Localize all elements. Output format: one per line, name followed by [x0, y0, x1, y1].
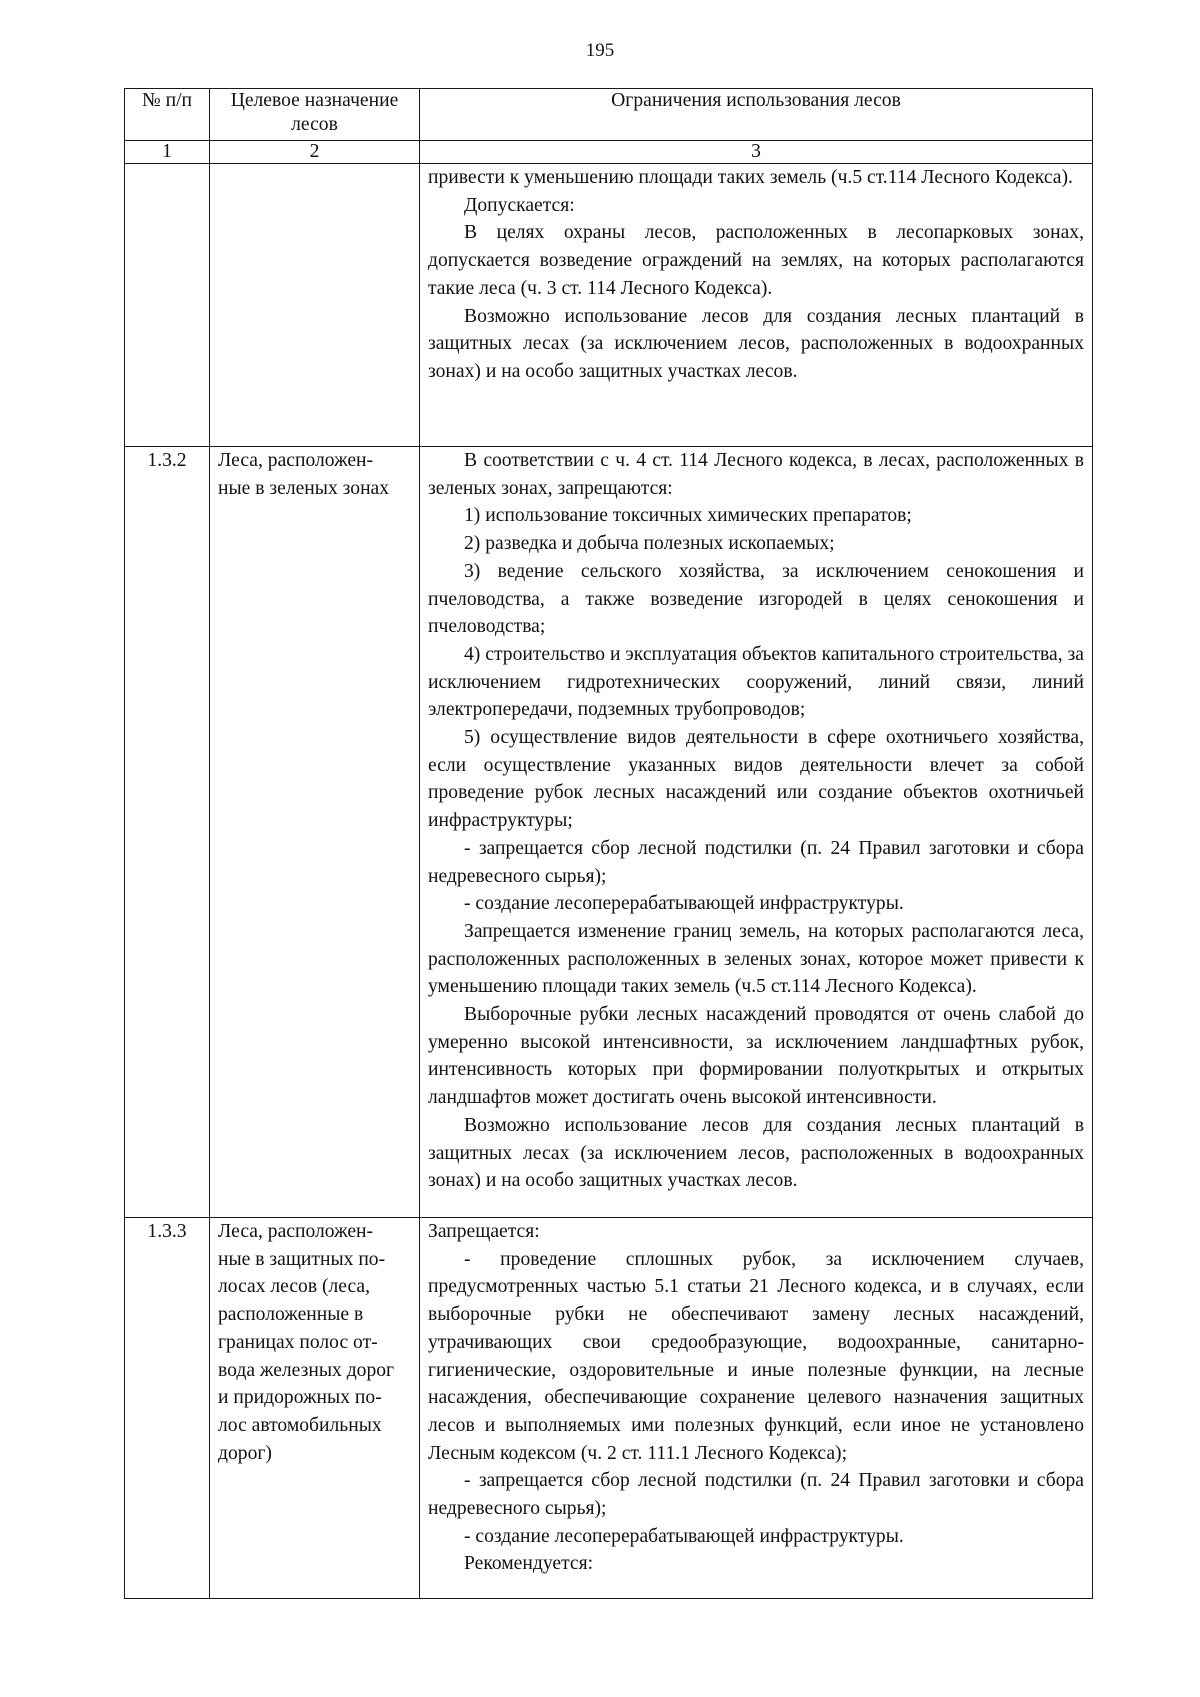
purpose-line: границах полос от- — [218, 1331, 378, 1353]
row-restrictions — [420, 447, 1093, 1218]
purpose-line: вода железных дорог — [218, 1359, 395, 1381]
paragraph: - запрещается сбор лесной подстилки (п. 24 Правил заготовки и сбора недревесного сырья); — [428, 1470, 1084, 1520]
column-number-row — [125, 141, 1093, 164]
table-row — [125, 447, 1093, 1218]
purpose-line: расположенные в — [218, 1304, 364, 1326]
row-purpose — [210, 164, 420, 447]
paragraph: 1) использование токсичных химических препаратов; — [464, 505, 912, 527]
table-row — [125, 1218, 1093, 1599]
row-purpose — [210, 447, 420, 1218]
row-restrictions — [420, 1218, 1093, 1599]
purpose-line: лос автомобильных — [218, 1414, 382, 1436]
table-header-row — [125, 89, 1093, 141]
purpose-line: дорог) — [218, 1442, 272, 1464]
paragraph: Рекомендуется: — [464, 1553, 594, 1575]
header-restrictions: Ограничения использования лесов — [420, 89, 1093, 141]
paragraph: 4) строительство и эксплуатация объектов капитального строительства, за исключением гидротехнических сооружений, линий связи, линий электропередачи, подземных трубопроводов; — [428, 643, 1084, 721]
purpose-line: и придорожных по- — [218, 1387, 382, 1409]
paragraph: 5) осуществление видов деятельности в сфере охотничьего хозяйства, если осуществление указанных видов деятельности влечет за собой проведение рубок лесных насаждений или создание объектов охотничьей инфраструктуры; — [428, 727, 1084, 832]
paragraph: В соответствии с ч. 4 ст. 114 Лесного кодекса, в лесах, расположенных в зеленых зонах, запрещаются: — [428, 450, 1084, 499]
paragraph: Запрещается: — [428, 1221, 540, 1242]
paragraph: - запрещается сбор лесной подстилки (п. 24 Правил заготовки и сбора недревесного сырья); — [428, 837, 1084, 887]
purpose-line: Леса, расположен- — [218, 1221, 374, 1242]
paragraph: - создание лесоперерабатывающей инфраструктуры. — [464, 1525, 904, 1547]
paragraph: Возможно использование лесов для создания лесных плантаций в защитных лесах (за исключением лесов, расположенных в водоохранных зонах) и на особо защитных участках лесов. — [428, 1114, 1084, 1192]
purpose-line: лосах лесов (леса, — [218, 1276, 371, 1298]
paragraph: Запрещается изменение границ земель, на которых располагаются леса, расположенных расположенных в зеленых зонах, которое может привести к уменьшению площади таких земель (ч.5 ст.114 Лесного Кодекса). — [428, 920, 1084, 998]
restrictions-table — [124, 88, 1093, 1599]
row-number — [125, 164, 210, 447]
paragraph: - создание лесоперерабатывающей инфраструктуры. — [464, 893, 904, 915]
header-num: № п/п — [125, 89, 210, 141]
paragraph: 2) разведка и добыча полезных ископаемых; — [464, 533, 835, 555]
purpose-line: ные в зеленых зонах — [218, 477, 390, 499]
row-number: 1.3.3 — [125, 1218, 210, 1599]
paragraph: - проведение сплошных рубок, за исключением случаев, предусмотренных частью 5.1 статьи 21 Лесного кодекса, и в случаях, если выборочные рубки не обеспечивают замену лесных насаждений, утрачивающих свои средообразующие, водоохранные, санитарно-гигиенические, оздоровительные и иные полезные функции, на лесные насаждения, обеспечивающие сохранение целевого назначения защитных лесов и выполняемых ими полезных функций, если иное не установлено Лесным кодексом (ч. 2 ст. 111.1 Лесного Кодекса); — [428, 1248, 1084, 1464]
page-number: 195 — [585, 40, 615, 61]
purpose-line: Леса, расположен- — [218, 450, 374, 471]
column-number: 2 — [210, 141, 420, 164]
header-purpose: Целевое назначение лесов — [210, 89, 420, 141]
paragraph: В целях охраны лесов, расположенных в лесопарковых зонах, допускается возведение ограждений на землях, на которых располагаются такие леса (ч. 3 ст. 114 Лесного Кодекса). — [428, 222, 1084, 299]
purpose-line: ные в защитных по- — [218, 1248, 386, 1270]
row-number: 1.3.2 — [125, 447, 210, 1218]
table-row — [125, 164, 1093, 447]
paragraph: Возможно использование лесов для создания лесных плантаций в защитных лесах (за исключением лесов, расположенных в водоохранных зонах) и на особо защитных участках лесов. — [428, 305, 1084, 382]
paragraph: 3) ведение сельского хозяйства, за исключением сенокошения и пчеловодства, а также возведение изгородей в целях сенокошения и пчеловодства; — [428, 560, 1084, 638]
column-number: 1 — [125, 141, 210, 164]
paragraph: Выборочные рубки лесных насаждений проводятся от очень слабой до умеренно высокой интенсивности, за исключением ландшафтных рубок, интенсивность которых при формировании полуоткрытых и открытых ландшафтов может достигать очень высокой интенсивности. — [428, 1004, 1084, 1109]
row-restrictions — [420, 164, 1093, 447]
row-purpose — [210, 1218, 420, 1599]
paragraph: привести к уменьшению площади таких земель (ч.5 ст.114 Лесного Кодекса). — [428, 167, 1073, 188]
column-number: 3 — [420, 141, 1093, 164]
paragraph: Допускается: — [464, 194, 575, 216]
